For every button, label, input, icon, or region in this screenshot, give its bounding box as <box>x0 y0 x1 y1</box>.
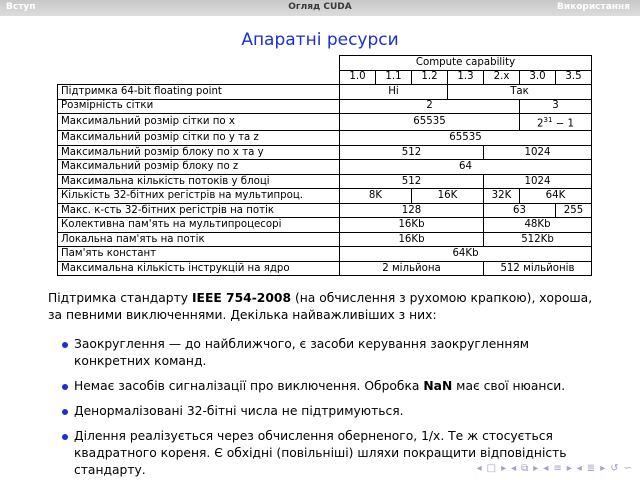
subsection-icon[interactable]: ≡ <box>553 463 562 474</box>
table-corner <box>58 70 340 85</box>
list-item-text: Немає засобів сигналізації про виключення. Обробка <box>74 379 424 393</box>
version-cell: 1.3 <box>448 70 484 85</box>
row-label: Пам'ять констант <box>58 247 340 262</box>
nav-next-frame-icon[interactable]: ▸ <box>533 463 539 474</box>
table-header-row <box>58 56 592 71</box>
row-label: Максимальний розмір блоку по z <box>58 160 340 175</box>
list-item-text: Ділення реалізується через обчислення оберненого, 1/x. Те ж стосується квадратного кореня. Є обхідні (повільніші) шляхи покращити відповідність стандарту. <box>74 429 567 477</box>
back-search-icon[interactable]: ↺ <box>610 463 619 474</box>
table-cell: 2 мільйона <box>340 261 484 276</box>
table-cell: 512 <box>340 145 484 160</box>
header-nav-bar <box>0 0 640 16</box>
table-cell: 65535 <box>340 114 520 131</box>
table-header-group: Compute capability <box>340 56 592 71</box>
table-cell: 16Kb <box>340 232 484 247</box>
nav-prev-frame-icon[interactable]: ◂ <box>511 463 517 474</box>
table-cell: 1024 <box>484 145 592 160</box>
table-cell <box>520 114 592 131</box>
table-cell: 512Kb <box>484 232 592 247</box>
nav-current-section[interactable]: Огляд CUDA <box>288 2 352 12</box>
table-row <box>58 218 592 233</box>
table-cell: Так <box>448 85 592 100</box>
nav-section-usage[interactable]: Використання <box>556 2 630 12</box>
list-item-text: має свої нюанси. <box>452 379 566 393</box>
row-label: Колективна пам'ять на мультипроцесорі <box>58 218 340 233</box>
table-row <box>58 203 592 218</box>
table-corner <box>58 56 340 71</box>
table-cell: 65535 <box>340 131 592 146</box>
list-item <box>48 378 608 395</box>
row-label: Максимальна кількість потоків у блоці <box>58 174 340 189</box>
version-cell: 2.x <box>484 70 520 85</box>
table-cell: 8K <box>340 189 412 204</box>
standard-name: IEEE 754-2008 <box>191 291 292 305</box>
table-cell: 16Kb <box>340 218 484 233</box>
compute-capability-table <box>57 55 592 276</box>
table-cell: 2 <box>340 99 520 114</box>
list-item <box>48 336 608 370</box>
version-cell: 3.5 <box>556 70 592 85</box>
table-cell: 512 <box>340 174 484 189</box>
list-item <box>48 403 608 420</box>
intro-pre: Підтримка стандарту <box>48 291 192 305</box>
zoom-icon[interactable]: ∽ <box>623 463 632 474</box>
bullet-icon <box>62 384 68 390</box>
version-cell: 3.0 <box>520 70 556 85</box>
table-cell: 512 мільйонів <box>484 261 592 276</box>
row-label: Максимальний розмір сітки по y та z <box>58 131 340 146</box>
table-row <box>58 99 592 114</box>
table-cell: 48Kb <box>484 218 592 233</box>
power-base: 2 <box>537 118 544 130</box>
table-cell: 1024 <box>484 174 592 189</box>
table-cell: 63 <box>484 203 556 218</box>
table-version-row <box>58 70 592 85</box>
frame-icon[interactable]: ⧉ <box>521 463 529 474</box>
table-row <box>58 247 592 262</box>
nav-next-slide-icon[interactable]: ▸ <box>501 463 507 474</box>
table-row <box>58 145 592 160</box>
table-row <box>58 85 592 100</box>
power-exponent: 31 <box>543 116 553 124</box>
table-cell: 3 <box>520 99 592 114</box>
table-row <box>58 174 592 189</box>
row-label: Локальна пам'ять на потік <box>58 232 340 247</box>
nav-section-intro[interactable]: Вступ <box>6 2 36 12</box>
row-label: Підтримка 64-bit floating point <box>58 85 340 100</box>
table-row <box>58 114 592 131</box>
exceptions-list <box>48 336 608 479</box>
row-label: Максимальний розмір сітки по x <box>58 114 340 131</box>
table-cell: 32K <box>484 189 520 204</box>
nav-prev-slide-icon[interactable]: ◂ <box>476 463 482 474</box>
row-label: Кількість 32-бітних регістрів на мультипроц. <box>58 189 340 204</box>
table-row <box>58 160 592 175</box>
body-text <box>48 290 608 480</box>
table-cell: 128 <box>340 203 484 218</box>
bullet-icon <box>62 409 68 415</box>
version-cell: 1.0 <box>340 70 376 85</box>
intro-paragraph <box>48 290 608 324</box>
row-label: Розмірність сітки <box>58 99 340 114</box>
row-label: Максимальна кількість інструкцій на ядро <box>58 261 340 276</box>
power-tail: − 1 <box>552 118 574 130</box>
bullet-icon <box>62 434 68 440</box>
table-cell: 255 <box>556 203 592 218</box>
frame-title: Апаратні ресурси <box>241 30 399 50</box>
table-row <box>58 131 592 146</box>
row-label: Максимальний розмір блоку по x та y <box>58 145 340 160</box>
table-row <box>58 232 592 247</box>
table-row <box>58 189 592 204</box>
row-label: Макс. к-сть 32-бітних регістрів на потік <box>58 203 340 218</box>
table-cell: Ні <box>340 85 448 100</box>
nav-next-section-icon[interactable]: ▸ <box>600 463 606 474</box>
list-item-text: Заокруглення — до найближчого, є засоби керування заокругленням конкретних команд. <box>74 337 530 368</box>
list-item-text: Денормалізовані 32-бітні числа не підтримуються. <box>74 404 404 418</box>
nav-prev-section-icon[interactable]: ◂ <box>576 463 582 474</box>
nav-next-subsection-icon[interactable]: ▸ <box>566 463 572 474</box>
bullet-icon <box>62 342 68 348</box>
nav-prev-subsection-icon[interactable]: ◂ <box>543 463 549 474</box>
table-cell: 64 <box>340 160 592 175</box>
slide-icon[interactable]: □ <box>486 463 497 474</box>
intro-post: (на обчислення з рухомою крапкою), хороша, за певними виключеннями. Декілька найважливіших з них: <box>48 291 593 322</box>
version-cell: 1.2 <box>412 70 448 85</box>
version-cell: 1.1 <box>376 70 412 85</box>
beamer-navigation <box>477 463 632 474</box>
section-icon[interactable]: ≣ <box>586 463 596 474</box>
table-row <box>58 261 592 276</box>
table-cell: 16K <box>412 189 484 204</box>
nan-term: NaN <box>423 379 453 393</box>
table-cell: 64Kb <box>340 247 592 262</box>
table-cell: 64K <box>520 189 592 204</box>
